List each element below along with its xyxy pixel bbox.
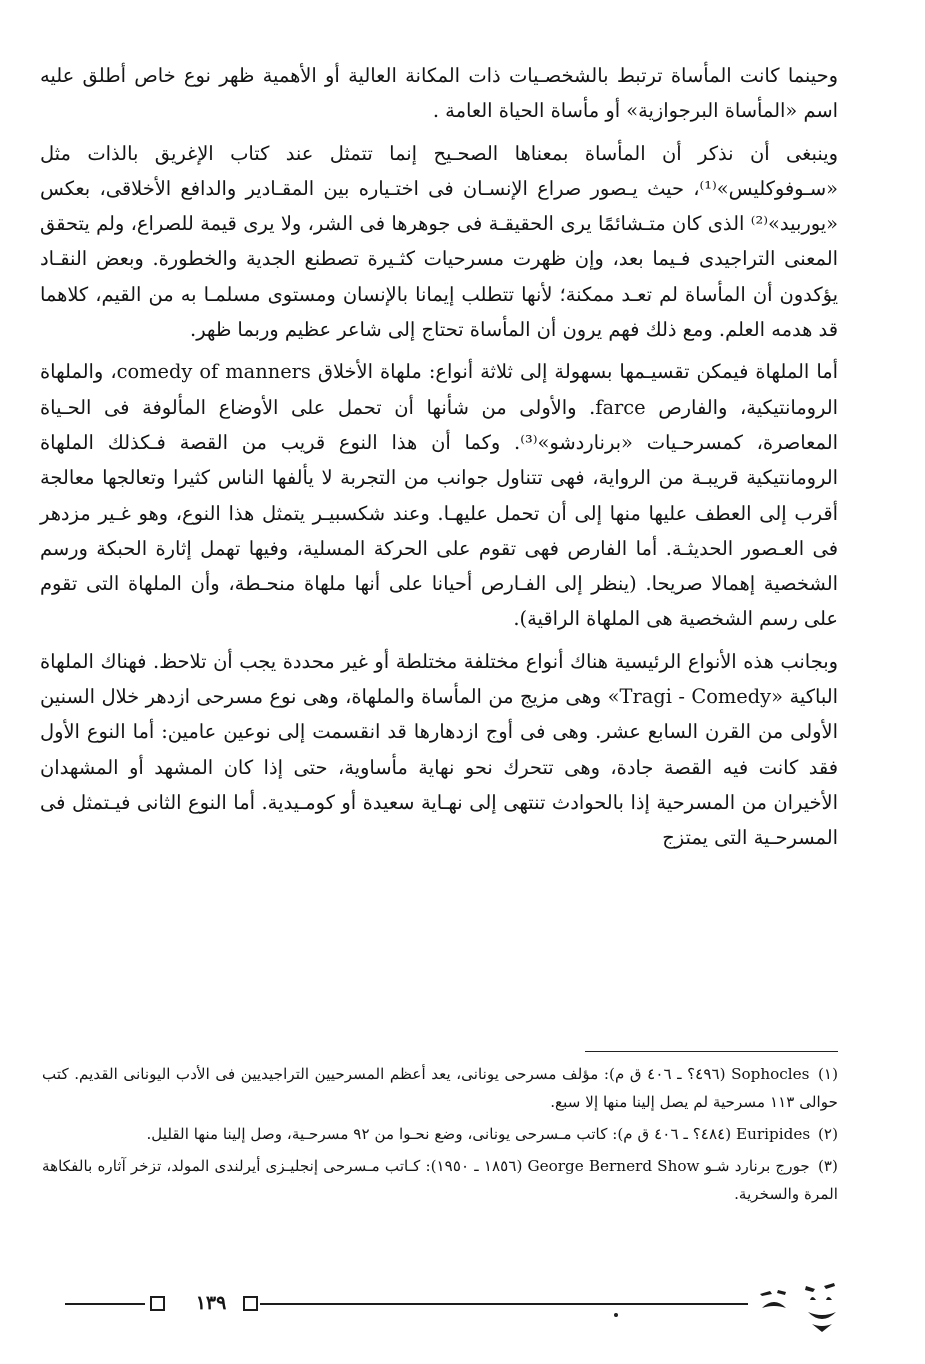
footnote-3-text: جورج برنارد شـو George Bernerd Show (١٨٥٦ ـ ١٩٥٠): كـاتب مـسرحى إنجليـزى أيرلندى المولد، تزخر آثاره بالفكاهة المرة والسخرية. [42,1157,838,1203]
footnote-divider [585,1051,838,1052]
footnote-3 [42,1152,838,1208]
footer-square-left [150,1296,165,1311]
paragraph-tragicomedy: وبجانب هذه الأنواع الرئيسية هناك أنواع مختلفة مختلطة أو غير محددة يجب أن تلاحظ. فهناك الملهاة الباكية «Tragi - Comedy» وهى مزيج من المأساة والملهاة، وهى نوع مسرحى ازدهر خلال السنين الأولى من القرن السابع عشر. وهى فى أوج ازدهارها قد انقسمت إلى نوعين عامين: أما النوع الأول فقد كانت فيه القصة جادة، وهى تتحرك نحو نهاية مأساوية، حتى إذا كان المشهد أو المشهدان الأخيران من المسرحية إذا بالحوادث تنتهى إلى نهـاية سعيدة أو كومـيدية. أما النوع الثانى فيـتمثل فى المسرحـية التى يمتزج [40,649,839,850]
footer-rule-left [65,1303,145,1305]
footnote-2-text: Euripides (٤٨٤؟ ـ ٤٠٦ ق م): كاتب مـسرحى يونانى، وضع نحـوا من ٩٢ مسرحـية، وصل إلينا منها القليل. [146,1125,811,1143]
paragraph-greek-tragedy: وينبغى أن نذكر أن المأساة بمعناها الصحـيح إنما تتمثل عند كتاب الإغريق بالذات مثل «سـوفوكليس»⁽¹⁾، حيث يـصور صراع الإنسـان فى اختـياره بين المقـادير والدافع الأخلاقى، بعكس «يوربيد»⁽²⁾ الذى كان متـشائمًا يرى الحقيقـة فى جوهرها فى الشر، ولا يرى قيمة للصراع، ولم يتحقق المعنى التراجيدى فـيما بعد، وإن ظهرت مسرحيات كثـيرة تصطنع الجدية والخطورة. وبعض النقـاد يؤكدون أن المأساة لم تعـد ممكنة؛ لأنها تتطلب إيمانا بالإنسان ومستوى مسلمـا به من القيم، كلاهما قد هدمه العلم. ومع ذلك فهم يرون أن المأساة تحتاج إلى شاعر عظيم وربما ظهر. [40,141,838,342]
footnote-2 [42,1120,838,1148]
footer-dot [614,1313,618,1317]
theatre-masks-ornament-icon [752,1278,846,1338]
page-number: ١٣٩ [195,1292,227,1314]
body-text [40,58,838,856]
footnote-1 [42,1060,838,1116]
paragraph-bourgeois-tragedy: وحينما كانت المأساة ترتبط بالشخصـيات ذات المكانة العالية أو الأهمية ظهر نوع خاص أطلق عليه اسم «المأساة البرجوازية» أو مأساة الحياة العامة . [40,64,838,123]
footnotes [42,1060,838,1212]
paragraph-comedy-types: أما الملهاة فيمكن تقسيـمها بسهولة إلى ثلاثة أنواع: ملهاة الأخلاق comedy of manners، والملهاة الرومانتيكية، والفارص farce. والأولى من شأنها أن تحمل على الأوضاع المألوفة فى الحـياة المعاصرة، كمسرحـيات «برناردشو»⁽³⁾. وكما أن هذا النوع قريب من القصة فـكذلك الملهاة الرومانتيكية قريبـة من الرواية، فهى تتناول جوانب من التجربة لا يألفها الناس كثيرا وتعالجها معالجة أقرب إلى العطف عليها منها إلى أن تحمل عليهـا. وعند شكسبيـر يتمثل هذا النوع، وهو غـير مزدهر فى العـصور الحديثـة. أما الفارص فهى تقوم على الحركة المسلية، وفيها تهمل إثارة الحبكة ورسم الشخصية إهمالا صريحا. (ينظر إلى الفـارص أحيانا على أنها ملهاة منحـطة، وأن الملهاة التى تقوم على رسم الشخصية هى الملهاة الراقية). [40,360,839,631]
footer-rule-right [260,1303,748,1305]
footer-square-right [243,1296,258,1311]
footnote-2-marker: (٢) [817,1125,838,1143]
footnote-1-text: Sophocles (٤٩٦؟ ـ ٤٠٦ ق م): مؤلف مسرحى يونانى، يعد أعظم المسرحيين التراجيديين فى الأدب اليونانى القديم. كتب حوالى ١١٣ مسرحية لم يصل إلينا منها إلا سبع. [42,1065,838,1111]
footnote-1-marker: (١) [817,1065,838,1083]
footnote-3-marker: (٣) [817,1157,838,1175]
